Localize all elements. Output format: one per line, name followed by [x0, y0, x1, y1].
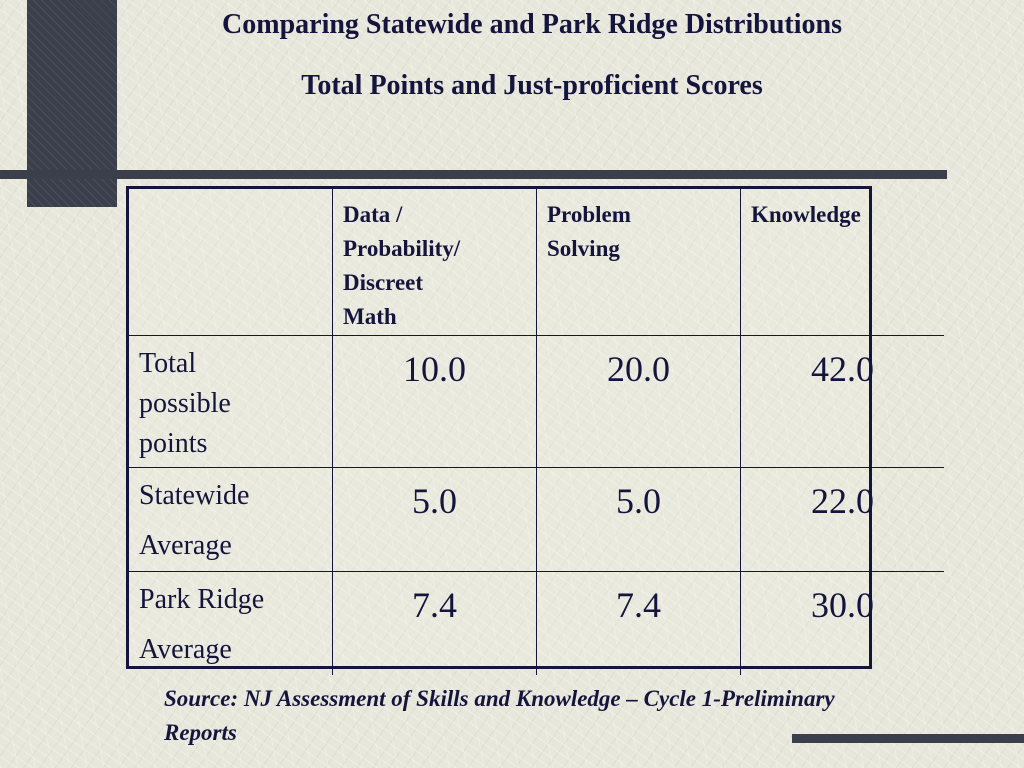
- decorative-top-rule: [0, 170, 947, 179]
- header-line: Data /: [343, 202, 403, 227]
- row-label-line: possible: [139, 387, 231, 419]
- row-label-line: Average: [139, 633, 232, 665]
- row-label-line: Statewide: [139, 479, 250, 511]
- value-cell: 7.4: [333, 571, 537, 675]
- value-cell: 42.0: [741, 335, 945, 467]
- slide-subtitle: Total Points and Just-proficient Scores: [301, 70, 763, 101]
- source-citation: Source: NJ Assessment of Skills and Knowledge – Cycle 1-Preliminary Reports: [164, 686, 835, 745]
- header-cell-empty: [129, 189, 333, 335]
- table-row-total-possible-points: [129, 335, 944, 467]
- scores-table: [126, 186, 872, 669]
- row-label-park-ridge-average: [129, 571, 333, 675]
- row-label-statewide-average: [129, 467, 333, 571]
- table-row-park-ridge-average: [129, 571, 944, 675]
- header-cell-data-probability: [333, 189, 537, 335]
- value-cell: 7.4: [537, 571, 741, 675]
- header-cell-problem-solving: [537, 189, 741, 335]
- row-label-line: Average: [139, 529, 232, 561]
- header-line: Problem: [547, 202, 631, 227]
- value-cell: 5.0: [333, 467, 537, 571]
- header-line: Math: [343, 304, 397, 329]
- header-cell-knowledge: [741, 189, 945, 335]
- slide-title: Comparing Statewide and Park Ridge Distributions: [222, 9, 842, 40]
- value-cell: 20.0: [537, 335, 741, 467]
- row-label-line: points: [139, 427, 208, 459]
- header-line: Solving: [547, 236, 620, 261]
- row-label-total-possible-points: [129, 335, 333, 467]
- value-cell: 10.0: [333, 335, 537, 467]
- value-cell: 5.0: [537, 467, 741, 571]
- table-header-row: [129, 189, 944, 335]
- header-line: Probability/: [343, 236, 461, 261]
- header-line: Knowledge: [751, 202, 861, 227]
- value-cell: 22.0: [741, 467, 945, 571]
- header-line: Discreet: [343, 270, 424, 295]
- row-label-line: Park Ridge: [139, 583, 265, 615]
- row-label-line: Total: [139, 347, 197, 379]
- table-row-statewide-average: [129, 467, 944, 571]
- value-cell: 30.0: [741, 571, 945, 675]
